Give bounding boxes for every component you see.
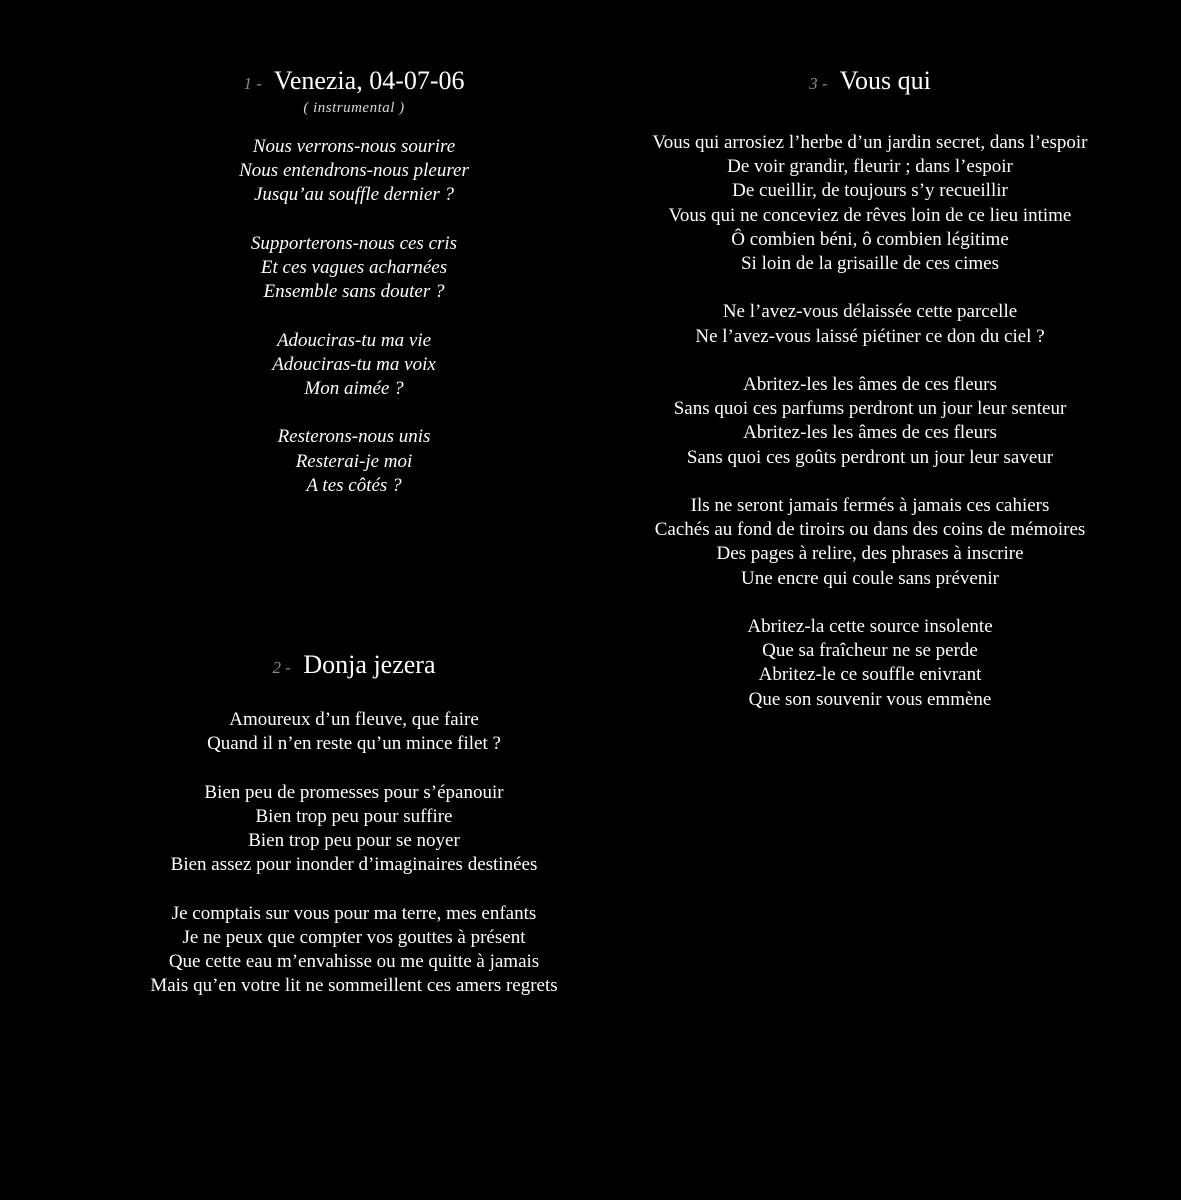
lyric-line: Vous qui ne conceviez de rêves loin de ce lieu intime [668,204,1072,226]
lyric-line: Adouciras-tu ma vie [276,329,432,351]
song-title: Venezia, 04-07-06 [273,66,465,95]
lyric-line: Je ne peux que compter vos gouttes à présent [182,926,526,948]
song-heading [560,66,1180,99]
lyric-line: Mais qu’en votre lit ne sommeillent ces amers regrets [150,975,558,997]
stanza [100,708,608,756]
track-number: 2 - [272,658,291,677]
song-title: Donja jezera [303,650,436,679]
lyric-line: Amoureux d’un fleuve, que faire [229,709,479,730]
lyric-line: Mon aimée ? [304,378,404,399]
lyric-line: Ô combien béni, ô combien légitime [731,228,1009,250]
lyric-line: Des pages à relire, des phrases à inscrire [716,543,1024,565]
stanza [560,373,1180,470]
lyric-line: Abritez-le ce souffle enivrant [758,664,982,686]
lyric-line: Quand il n’en reste qu’un mince filet ? [207,733,501,755]
song-subtitle: ( instrumental ) [303,100,405,116]
lyric-line: Resterai-je moi [295,450,413,472]
lyric-line: Ne l’avez-vous laissé piétiner ce don du ciel ? [695,325,1045,347]
lyric-line: Bien peu de promesses pour s’épanouir [204,781,504,803]
song-title: Vous qui [839,66,931,95]
song-heading [100,66,608,99]
lyric-line: Ils ne seront jamais fermés à jamais ces cahiers [690,495,1050,516]
stanza [100,425,608,498]
lyric-line: De voir grandir, fleurir ; dans l’espoir [727,156,1013,178]
lyric-line: Que cette eau m’envahisse ou me quitte à jamais [168,951,540,972]
lyric-line: Jusqu’au souffle dernier ? [253,184,454,206]
stanza [100,329,608,402]
lyric-line: Cachés au fond de tiroirs ou dans des coins de mémoires [654,519,1086,541]
lyric-line: Ne l’avez-vous délaissée cette parcelle [722,301,1018,323]
lyric-line: Et ces vagues acharnées [260,257,448,278]
lyric-line: Vous qui arrosiez l’herbe d’un jardin secret, dans l’espoir [652,132,1088,153]
lyric-line: Abritez-la cette source insolente [747,616,993,637]
song-donja-jezera [100,650,608,1023]
stanza [100,902,608,999]
lyric-line: Je comptais sur vous pour ma terre, mes enfants [171,902,537,924]
lyrics [100,708,608,998]
lyric-line: Abritez-les les âmes de ces fleurs [743,422,997,444]
lyric-line: Que son souvenir vous emmène [748,688,992,710]
lyric-line: Si loin de la grisaille de ces cimes [740,253,999,275]
song-vous-qui [560,66,1180,736]
lyric-line: Resterons-nous unis [277,426,431,448]
lyric-line: Abritez-les les âmes de ces fleurs [743,374,997,395]
lyric-line: Nous verrons-nous sourire [252,136,456,157]
lyric-line: Bien trop peu pour suffire [255,805,453,827]
song-venezia [100,66,608,522]
stanza [560,494,1180,591]
lyric-line: De cueillir, de toujours s’y recueillir [732,180,1008,202]
lyrics [100,135,608,498]
lyric-line: Une encre qui coule sans prévenir [741,567,999,589]
lyric-line: Nous entendrons-nous pleurer [239,160,469,182]
song-heading [100,650,608,683]
lyric-line: Sans quoi ces goûts perdront un jour leur saveur [686,446,1054,468]
stanza [560,300,1180,348]
stanza [100,135,608,208]
track-number: 1 - [243,74,262,93]
stanza [560,615,1180,712]
lyric-line: Adouciras-tu ma voix [272,353,436,375]
lyric-line: Bien assez pour inonder d’imaginaires destinées [170,854,538,876]
lyric-line: Que sa fraîcheur ne se perde [762,640,978,662]
lyric-line: Bien trop peu pour se noyer [248,830,460,851]
lyrics [560,131,1180,712]
stanza [560,131,1180,276]
lyric-line: Supporterons-nous ces cris [250,232,458,254]
stanza [100,232,608,305]
lyric-line: Sans quoi ces parfums perdront un jour leur senteur [673,398,1067,420]
stanza [100,781,608,878]
lyric-line: A tes côtés ? [306,474,402,496]
lyric-line: Ensemble sans douter ? [263,281,445,303]
track-number: 3 - [809,74,828,93]
